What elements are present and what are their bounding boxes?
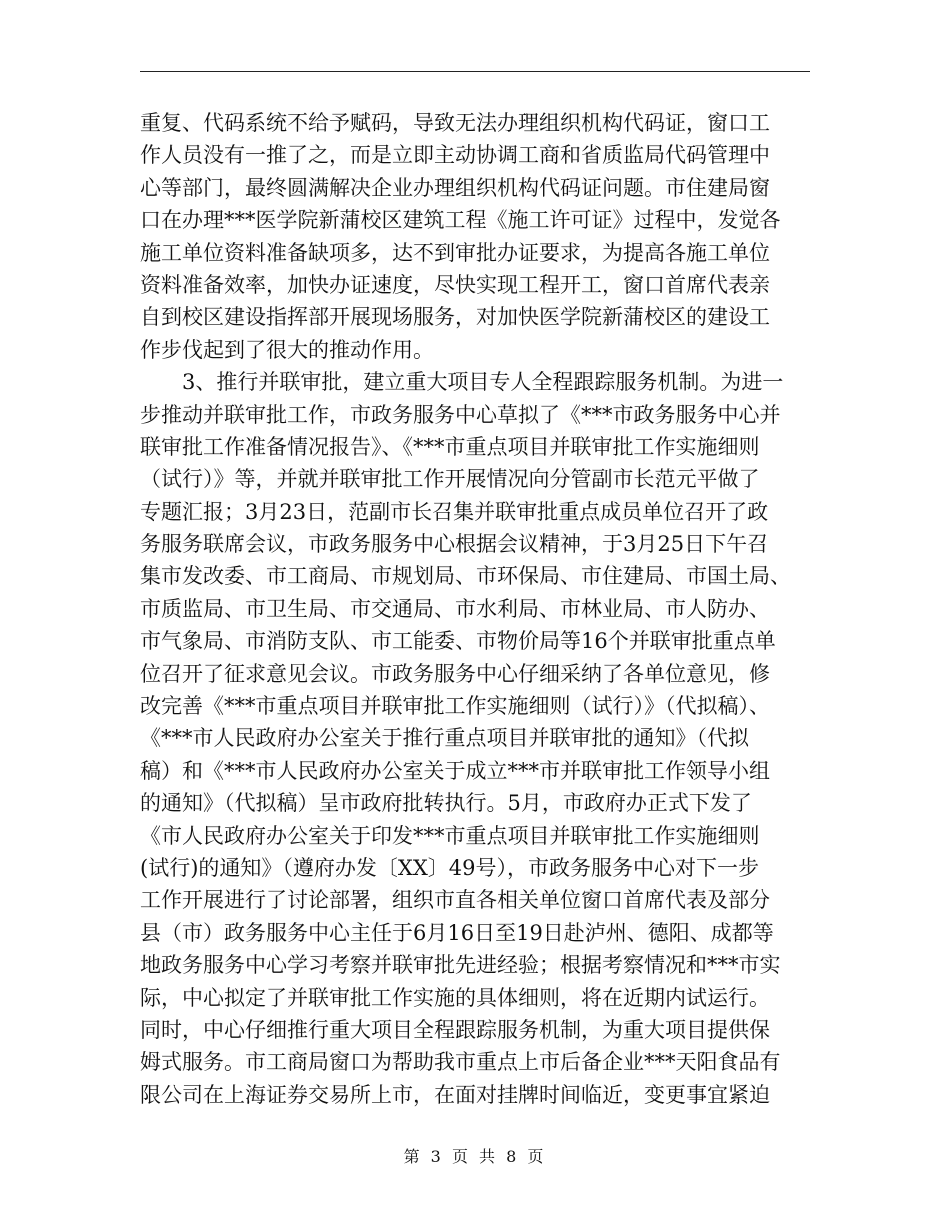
text-line: 作人员没有一推了之，而是立即主动协调工商和省质监局代码管理中 bbox=[140, 143, 770, 168]
text-line: 限公司在上海证券交易所上市，在面对挂牌时间临近，变更事宜紧迫 bbox=[140, 1082, 770, 1107]
text-line: 市气象局、市消防支队、市工能委、市物价局等16个并联审批重点单 bbox=[140, 629, 776, 654]
text-line: 自到校区建设指挥部开展现场服务，对加快医学院新蒲校区的建设工 bbox=[140, 305, 770, 330]
text-line: 工作开展进行了讨论部署，组织市直各相关单位窗口首席代表及部分 bbox=[140, 888, 770, 913]
text-line: 位召开了征求意见会议。市政务服务中心仔细采纳了各单位意见，修 bbox=[140, 661, 770, 686]
text-line: 专题汇报；3月23日，范副市长召集并联审批重点成员单位召开了政 bbox=[140, 499, 769, 524]
text-line: 际，中心拟定了并联审批工作实施的具体细则，将在近期内试运行。 bbox=[140, 985, 770, 1010]
text-line: 《市人民政府办公室关于印发***市重点项目并联审批工作实施细则 bbox=[140, 823, 760, 848]
text-line: 联审批工作准备情况报告》、《***市重点项目并联审批工作实施细则 bbox=[140, 434, 760, 459]
text-line: 资料准备效率，加快办证速度，尽快实现工程开工，窗口首席代表亲 bbox=[140, 272, 770, 297]
text-line: 3、推行并联审批，建立重大项目专人全程跟踪服务机制。为进一 bbox=[140, 370, 784, 395]
text-line: 县（市）政务服务中心主任于6月16日至19日赴泸州、德阳、成都等 bbox=[140, 920, 774, 945]
text-line: 作步伐起到了很大的推动作用。 bbox=[140, 337, 434, 362]
text-line: 步推动并联审批工作，市政务服务中心草拟了《***市政务服务中心并 bbox=[140, 402, 781, 427]
text-line: 口在办理***医学院新蒲校区建筑工程《施工许可证》过程中，发觉各 bbox=[140, 208, 781, 233]
text-line: 市质监局、市卫生局、市交通局、市水利局、市林业局、市人防办、 bbox=[140, 596, 770, 621]
text-line: 地政务服务中心学习考察并联审批先进经验；根据考察情况和***市实 bbox=[140, 953, 781, 978]
text-line: (试行)的通知》（遵府办发〔XX〕49号），市政务服务中心对下一步 bbox=[140, 855, 760, 880]
text-line: 《***市人民政府办公室关于推行重点项目并联审批的通知》（代拟 bbox=[140, 726, 749, 751]
text-line: 姆式服务。市工商局窗口为帮助我市重点上市后备企业***天阳食品有 bbox=[140, 1050, 781, 1075]
text-line: 改完善《***市重点项目并联审批工作实施细则（试行）》（代拟稿）、 bbox=[140, 694, 770, 719]
text-line: 重复、代码系统不给予赋码，导致无法办理组织机构代码证，窗口工 bbox=[140, 111, 770, 135]
text-line: 心等部门，最终圆满解决企业办理组织机构代码证问题。市住建局窗 bbox=[140, 175, 770, 200]
text-line: （试行）》等，并就并联审批工作开展情况向分管副市长范元平做了 bbox=[140, 467, 760, 492]
text-line: 稿）和《***市人民政府办公室关于成立***市并联审批工作领导小组 bbox=[140, 758, 770, 783]
page-number-footer: 第 3 页 共 8 页 bbox=[403, 1147, 547, 1166]
text-line: 施工单位资料准备缺项多，达不到审批办证要求，为提高各施工单位 bbox=[140, 240, 770, 265]
document-body bbox=[140, 107, 820, 1111]
text-line: 务服务联席会议，市政务服务中心根据会议精神，于3月25日下午召 bbox=[140, 532, 769, 557]
header-rule bbox=[140, 71, 810, 72]
text-line: 集市发改委、市工商局、市规划局、市环保局、市住建局、市国土局、 bbox=[140, 564, 791, 589]
text-line: 同时，中心仔细推行重大项目全程跟踪服务机制，为重大项目提供保 bbox=[140, 1017, 770, 1042]
text-line: 的通知》（代拟稿）呈市政府批转执行。5月，市政府办正式下发了 bbox=[140, 791, 752, 816]
